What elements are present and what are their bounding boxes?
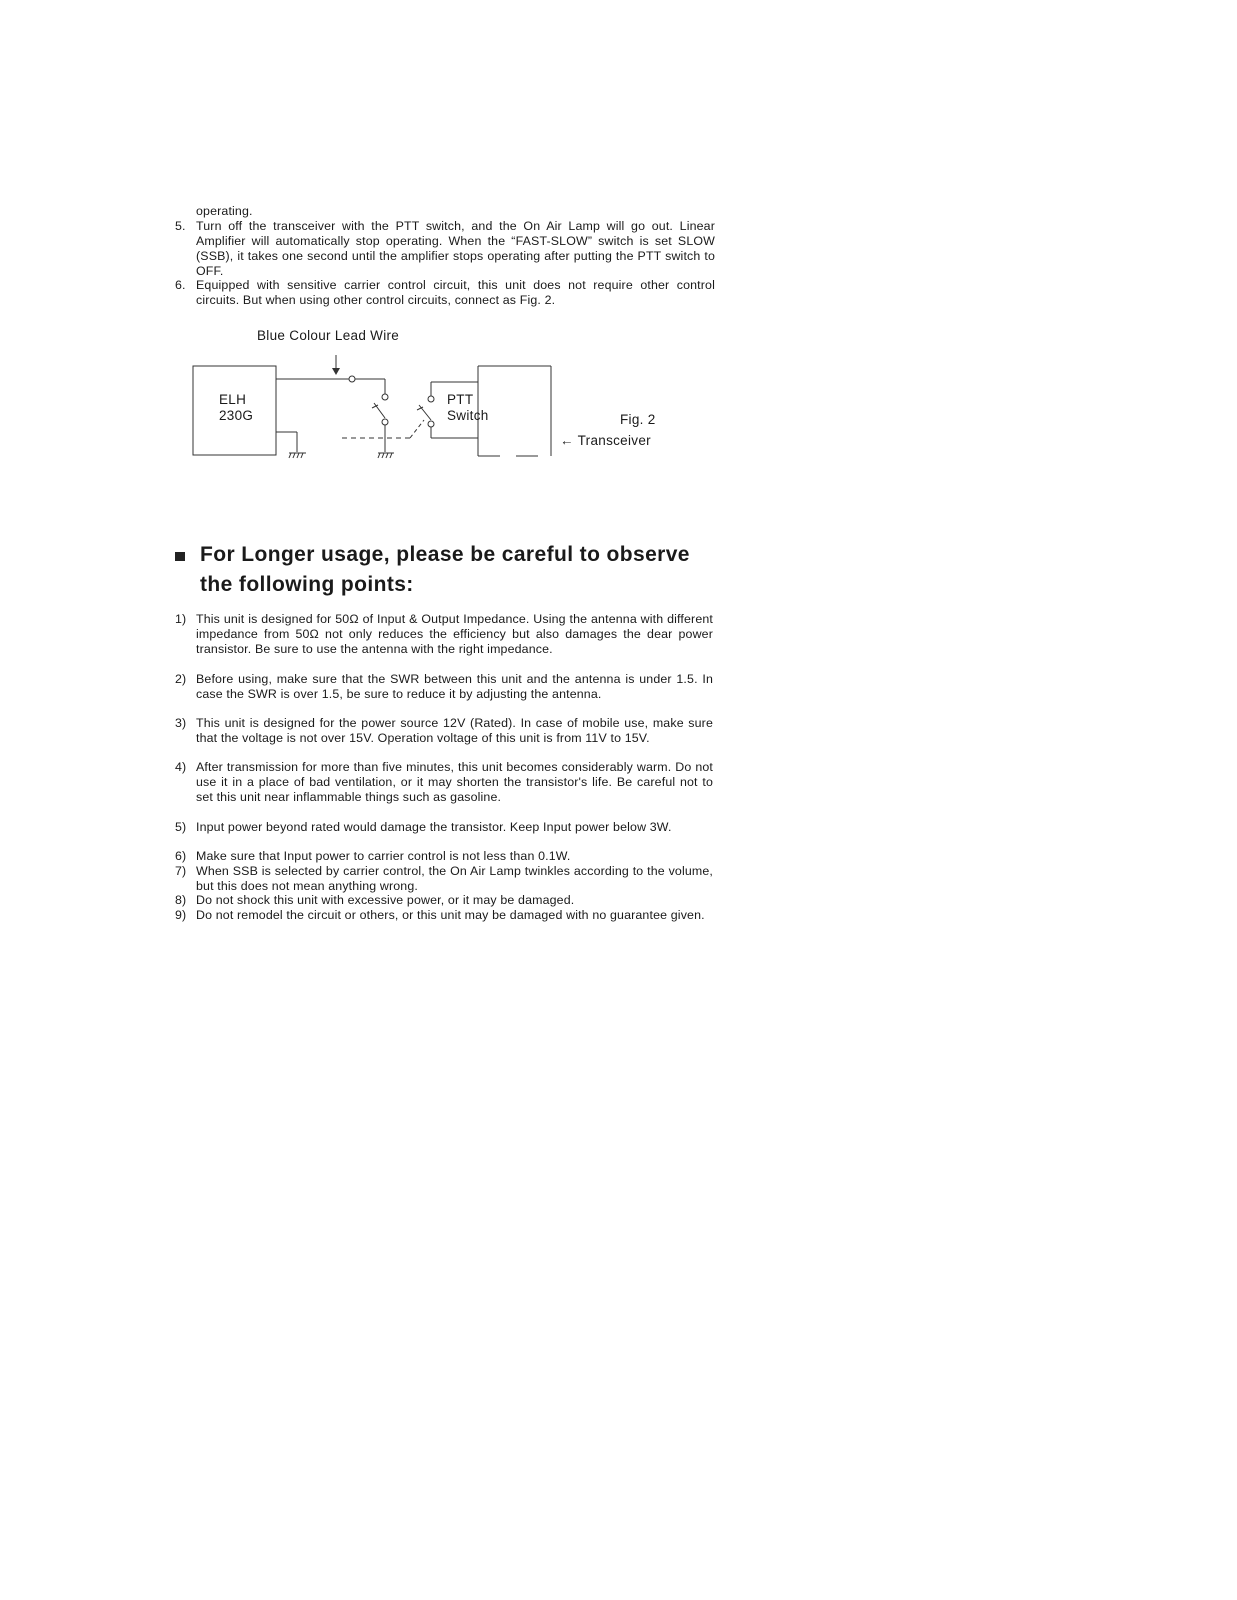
heading-line1: For Longer usage, please be careful to observe bbox=[200, 543, 690, 566]
unit-label-line1: ELH bbox=[219, 392, 247, 407]
point-text: After transmission for more than five minutes, this unit becomes considerably warm. Do not use it in a place of bad ventilation, or it may shorten the transistor's life. Be careful not to set this unit near inflammable things such as gasoline. bbox=[196, 760, 713, 804]
point-number: 2) bbox=[175, 672, 187, 686]
step-number: 6. bbox=[175, 278, 186, 292]
step-text: Turn off the transceiver with the PTT switch, and the On Air Lamp will go out. Linear Amplifier will automatically stop operating. When the “FAST-SLOW” switch is set SLOW (SSB), it takes one second until the amplifier stops operating after putting the PTT switch to OFF. bbox=[196, 219, 715, 278]
point-text: This unit is designed for 50Ω of Input & Output Impedance. Using the antenna with different impedance from 50Ω not only reduces the efficiency but also damages the dear power transistor. Be sure to use the antenna with the right impedance. bbox=[196, 612, 713, 656]
fig-label: Fig. 2 bbox=[620, 412, 656, 427]
point-number: 9) bbox=[175, 908, 187, 922]
point-number: 3) bbox=[175, 716, 187, 730]
point-text: When SSB is selected by carrier control, the On Air Lamp twinkles according to the volume, but this does not mean anything wrong. bbox=[196, 864, 713, 893]
transceiver-label: ← Transceiver bbox=[560, 433, 651, 448]
bullet-square-icon bbox=[175, 552, 185, 561]
switch-label-line1: PTT bbox=[447, 392, 474, 407]
point-number: 4) bbox=[175, 760, 187, 774]
arrow-down-icon bbox=[332, 368, 340, 375]
lead-wire-label: Blue Colour Lead Wire bbox=[257, 328, 400, 343]
point-text: Before using, make sure that the SWR between this unit and the antenna is under 1.5. In case the SWR is over 1.5, be sure to reduce it by adjusting the antenna. bbox=[196, 672, 713, 701]
point-text: Make sure that Input power to carrier control is not less than 0.1W. bbox=[196, 849, 571, 863]
intro-continuation: operating. bbox=[196, 204, 253, 218]
point-text: Do not shock this unit with excessive power, or it may be damaged. bbox=[196, 893, 575, 907]
point-number: 5) bbox=[175, 820, 187, 834]
point-text: Input power beyond rated would damage the transistor. Keep Input power below 3W. bbox=[196, 820, 672, 834]
point-number: 1) bbox=[175, 612, 187, 626]
step-number: 5. bbox=[175, 219, 186, 233]
point-number: 7) bbox=[175, 864, 187, 878]
step-text: Equipped with sensitive carrier control circuit, this unit does not require other control circuits. But when using other control circuits, connect as Fig. 2. bbox=[196, 278, 715, 307]
point-number: 8) bbox=[175, 893, 187, 907]
point-number: 6) bbox=[175, 849, 187, 863]
ptt-switch-label bbox=[447, 392, 489, 424]
point-text: Do not remodel the circuit or others, or this unit may be damaged with no guarantee given. bbox=[196, 908, 705, 922]
switch-label-line2: Switch bbox=[447, 408, 489, 423]
point-text: This unit is designed for the power source 12V (Rated). In case of mobile use, make sure that the voltage is not over 15V. Operation voltage of this unit is from 11V to 15V. bbox=[196, 716, 713, 745]
heading-line2: the following points: bbox=[200, 573, 414, 596]
unit-label-line2: 230G bbox=[219, 408, 254, 423]
unit-label bbox=[219, 392, 253, 424]
